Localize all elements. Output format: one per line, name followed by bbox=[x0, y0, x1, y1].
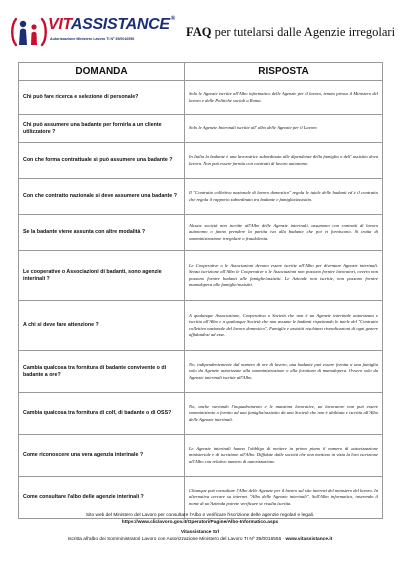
answer-cell: Il "Contratto collettivo nazionale di lavoro domestico" regola le tutele delle badanti ed è il contratto che regola il rapporto subordinato tra badante e famiglia/assistito. bbox=[185, 179, 383, 215]
brand-assistance: ASSISTANCE bbox=[70, 16, 170, 33]
page-footer bbox=[0, 512, 400, 543]
answer-cell: No, anche variando l'inquadramento e le mansioni lavorative, un lavoratore non può essere somministrato o fornito ad una famiglia/assistito da una Società che non è abilitata e iscritta all'Albo delle Agenzie interinali. bbox=[185, 393, 383, 435]
question-cell: Chi può assumere una badante per fornirla a un cliente utilizzatore ? bbox=[19, 115, 185, 143]
table-row bbox=[19, 81, 383, 115]
page-title-rest: per tutelarsi dalle Agenzie irregolari bbox=[211, 25, 396, 39]
table-header-row bbox=[19, 63, 383, 81]
table-row bbox=[19, 143, 383, 179]
question-cell: Come riconoscere una vera agenzia interinale ? bbox=[19, 435, 185, 477]
footer-note: Sito web del Ministero del Lavoro per consultare l'Albo e verificare l'iscrizione delle agenzie regolari e legali. bbox=[85, 513, 315, 518]
column-header-answer: RISPOSTA bbox=[185, 63, 383, 81]
question-cell: Come consultare l'albo delle agenzie interinali ? bbox=[19, 477, 185, 519]
answer-cell: No, indipendentemente dal numero di ore di lavoro, una badante può essere fornita a una famiglia solo da Agenzie autorizzate alla somministrazione o alla fornitura di manodopera. Ovvero solo da Agenzie interinali iscritte all'Albo. bbox=[185, 351, 383, 393]
table-row bbox=[19, 251, 383, 301]
table-row bbox=[19, 301, 383, 351]
family-figures-icon bbox=[10, 15, 48, 49]
table-row bbox=[19, 215, 383, 251]
answer-cell: A qualunque Associazione, Cooperativa o Società che non è un Agenzie interinale autorizzata e iscritta all'Albo e a qualunque Società che non assume le badanti rispettando le tutele del "Contratto collettivo nazionale del lavoro domestico". Famiglie e assistiti rischiano rivendicazioni di ogni genere affidandosi ad esse. bbox=[185, 301, 383, 351]
brand-authorization: Autorizzazione Ministero Lavoro TI Nº 39/0016556 bbox=[50, 37, 135, 41]
question-cell: Chi può fare ricerca e selezione di personale? bbox=[19, 81, 185, 115]
question-cell: A chi si deve fare attenzione ? bbox=[19, 301, 185, 351]
question-cell: Cambia qualcosa tra fornitura di colf, di badante o di OSS? bbox=[19, 393, 185, 435]
question-cell: Cambia qualcosa tra fornitura di badante convivente o di badante a ore? bbox=[19, 351, 185, 393]
table-row bbox=[19, 179, 383, 215]
footer-registration-text: Iscritta all'albo dei Somministratori Lavoro con Autorizzazione Ministero del Lavoro TI Nº 39/0016556 · bbox=[67, 537, 286, 542]
vitassistance-logo bbox=[10, 15, 175, 49]
brand-registered-mark: ® bbox=[170, 16, 175, 22]
albo-link[interactable]: https://www.cliclavoro.gov.it/Operatori/Pagine/Albo-Informatico.aspx bbox=[121, 520, 279, 525]
answer-cell: Solo le Agenzie iscritte all'Albo informatico delle Agenzie per il lavoro, tenuto presso il Ministero del lavoro e delle Politiche sociali a Roma. bbox=[185, 81, 383, 115]
brand-vit: VIT bbox=[48, 16, 71, 33]
question-cell: Con che forma contrattuale si può assumere una badante ? bbox=[19, 143, 185, 179]
answer-cell: Alcune società non iscritte all'Albo delle Agenzie interinali, assumono con contratti di lavoro autonomo o fanno prendere la partita iva alla badante che poi vi forniscono. Si tratta di somministrazione irregolare o fraudolenta. bbox=[185, 215, 383, 251]
table-row bbox=[19, 115, 383, 143]
table-row bbox=[19, 351, 383, 393]
brand-name bbox=[48, 16, 175, 34]
page-title bbox=[186, 25, 395, 40]
website-link[interactable]: www.vitassistance.it bbox=[285, 537, 333, 542]
footer-registration bbox=[0, 536, 400, 543]
column-header-question: DOMANDA bbox=[19, 63, 185, 81]
page-header bbox=[0, 0, 400, 62]
page-title-faq: FAQ bbox=[186, 25, 212, 39]
question-cell: Con che contratto nazionale si deve assumere una badante ? bbox=[19, 179, 185, 215]
table-row bbox=[19, 393, 383, 435]
answer-cell: Le Cooperative o le Associazioni devono essere iscritte all'Albo per diventare Agenzie interinali. Senza iscrizione all'Albo le Cooperative o le Associazioni non possono fornire lavoratori, ovvero non possono fornire badanti alle famiglie/assistiti. Le Aziende non iscritte, non possono fornire manodopera alle famiglie/assistiti. bbox=[185, 251, 383, 301]
question-cell: Le cooperative o Associazioni di badanti, sono agenzie interinali ? bbox=[19, 251, 185, 301]
answer-cell: Solo le Agenzie Interinali iscritte all' albo delle Agenzie per il Lavoro bbox=[185, 115, 383, 143]
question-cell: Se la badante viene assunta con altre modalità ? bbox=[19, 215, 185, 251]
company-name: Vitassistance Srl bbox=[180, 530, 220, 535]
answer-cell: Le Agenzie interinali hanno l'obbligo di mettere in primo piano il numero di autorizzazione ministeriale e di iscrizione all'Albo. Diffidate dalle società che non mettono in vista la loro iscrizione all'Albo con relativo numero di autorizzazione. bbox=[185, 435, 383, 477]
table-row bbox=[19, 435, 383, 477]
answer-cell: In Italia la badante è una lavoratrice subordinata alle dipendenze della famiglia o dell' assistito dova lavora. Non può essere fornita con contratti di lavoro autonomo. bbox=[185, 143, 383, 179]
faq-table bbox=[18, 62, 383, 519]
answer-cell: Chiunque può consultare l'Albo delle Agenzie per il lavoro sul sito internet del ministero del lavoro. In alternativa cercare su internet "Albo delle Agenzie interinali". Sull'Albo informatico, inserendo il nome di un'Azienda potrete verificare se risulta iscritta. bbox=[185, 477, 383, 519]
